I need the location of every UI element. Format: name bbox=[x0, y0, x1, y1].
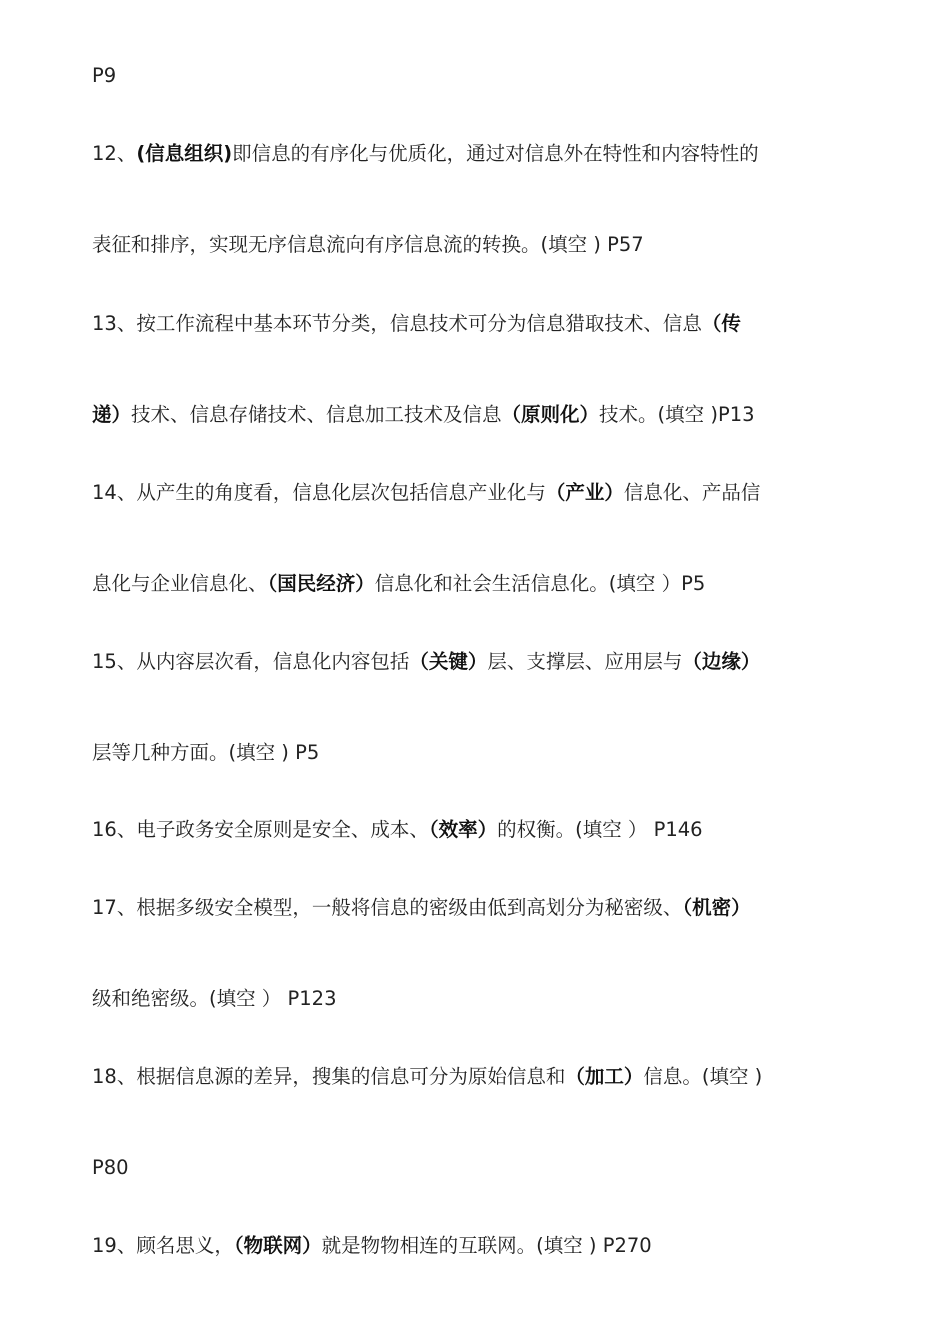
answer-blank: （传 bbox=[701, 312, 741, 335]
line-q18-a bbox=[92, 1063, 762, 1091]
line-q15-a bbox=[92, 648, 760, 676]
answer-blank: （机密） bbox=[682, 896, 751, 919]
answer-blank: （原则化） bbox=[501, 403, 600, 426]
answer-blank: 递） bbox=[92, 403, 132, 426]
text: 级和绝密级。(填空 ） P123 bbox=[92, 987, 337, 1010]
text: 18、根据信息源的差异，搜集的信息可分为原始信息和 bbox=[92, 1065, 566, 1088]
line-q16 bbox=[92, 816, 703, 844]
line-q15-b bbox=[92, 739, 319, 767]
text: P80 bbox=[92, 1156, 129, 1179]
text: 15、从内容层次看，信息化内容包括 bbox=[92, 650, 410, 673]
answer-blank: (信息组织) bbox=[136, 142, 233, 165]
text: 层等几种方面。(填空 ) P5 bbox=[92, 741, 320, 764]
text: 14、从产生的角度看，信息化层次包括信息产业化与 bbox=[92, 481, 546, 504]
text: 表征和排序，实现无序信息流向有序信息流的转换。(填空 ) P57 bbox=[92, 233, 644, 256]
text: 16、电子政务安全原则是安全、成本、 bbox=[92, 818, 429, 841]
line-q12-a bbox=[92, 140, 759, 168]
text: 19、顾名思义， bbox=[92, 1234, 234, 1257]
text: 即信息的有序化与优质化，通过对信息外在特性和内容特性的 bbox=[232, 142, 759, 165]
text: 信息。(填空 ) bbox=[643, 1065, 763, 1088]
answer-blank: （效率） bbox=[428, 818, 498, 841]
answer-blank: （物联网） bbox=[233, 1234, 322, 1257]
text: 的权衡。(填空 ） P146 bbox=[497, 818, 703, 841]
text: 息化与企业信息化、 bbox=[92, 572, 268, 595]
question-number: 12、 bbox=[92, 142, 137, 165]
text: 13、按工作流程中基本环节分类，信息技术可分为信息猎取技术、信息 bbox=[92, 312, 702, 335]
answer-blank: （边缘） bbox=[682, 650, 761, 673]
text: 信息化、产品信 bbox=[623, 481, 761, 504]
line-q13-a bbox=[92, 310, 741, 338]
answer-blank: （产业） bbox=[545, 481, 624, 504]
text: 就是物物相连的互联网。(填空 ) P270 bbox=[321, 1234, 652, 1257]
answer-blank: （国民经济） bbox=[267, 572, 375, 595]
line-q14-a bbox=[92, 479, 760, 507]
answer-blank: （加工） bbox=[565, 1065, 644, 1088]
line-page-ref bbox=[92, 62, 116, 90]
line-q18-b bbox=[92, 1154, 129, 1182]
line-q14-b bbox=[92, 570, 705, 598]
text: P9 bbox=[92, 64, 117, 87]
text: 技术。(填空 )P13 bbox=[599, 403, 755, 426]
text: 信息化和社会生活信息化。(填空 ）P5 bbox=[374, 572, 706, 595]
answer-blank: （关键） bbox=[409, 650, 488, 673]
line-q12-b bbox=[92, 231, 644, 259]
line-q19 bbox=[92, 1232, 652, 1260]
line-q17-a bbox=[92, 894, 751, 922]
text: 技术、信息存储技术、信息加工技术及信息 bbox=[131, 403, 502, 426]
line-q13-b bbox=[92, 401, 755, 429]
text: 层、支撑层、应用层与 bbox=[487, 650, 683, 673]
line-q17-b bbox=[92, 985, 336, 1013]
text: 17、根据多级安全模型，一般将信息的密级由低到高划分为秘密级、 bbox=[92, 896, 683, 919]
